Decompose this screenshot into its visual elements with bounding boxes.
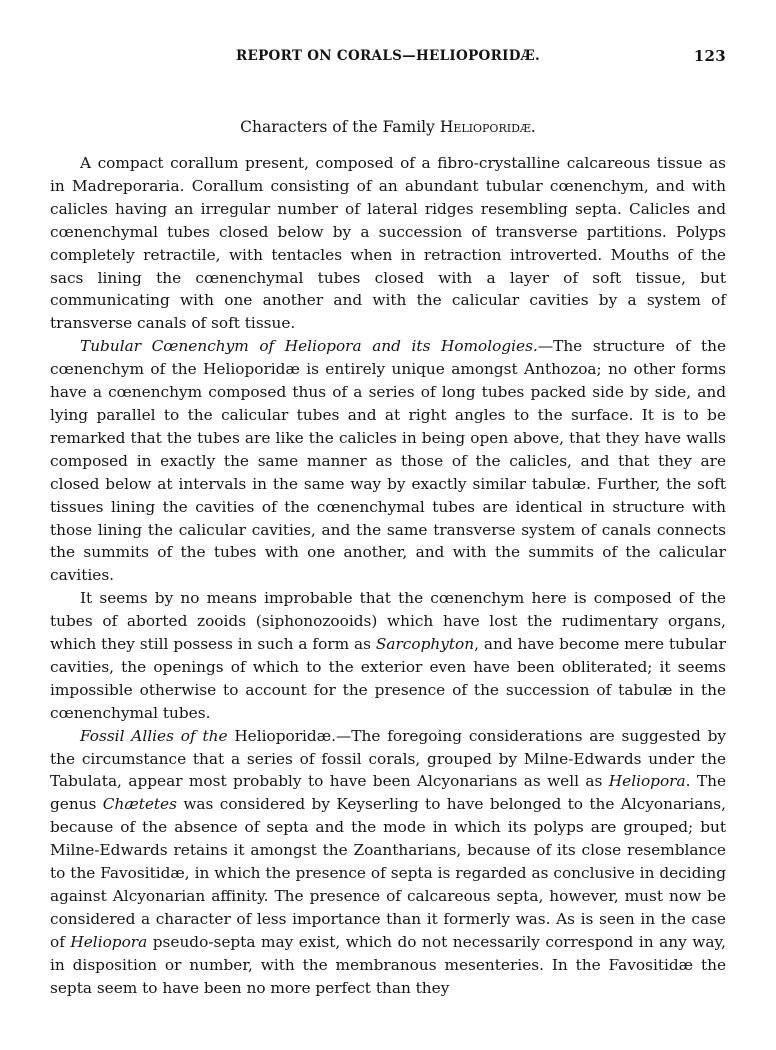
running-title: REPORT ON CORALS—HELIOPORIDÆ. (235, 48, 540, 64)
paragraph-text: was considered by Keyserling to have belonged to the Alcyonarians, because of the absence of septa and the mode in which its polyps are grouped; but Milne-Edwards retains it amongst the Zoantharians, because of its close resemblance to the Favositidæ, in which the presence of septa is regarded as conclusive in deciding against Alcyonarian affinity. The presence of calcareous septa, however, must now be considered a character of less importance than it formerly was. As is seen in the case of (50, 795, 727, 951)
italic-genus-name: Sarcophyton (375, 635, 475, 654)
running-head (50, 48, 726, 70)
section-heading-prefix: Characters of the Family (240, 118, 440, 136)
paragraph-text: . The genus (50, 772, 726, 814)
paragraph-text: , and have become mere tubular cavities, the openings of which to the exterior even have been obliterated; it seems impossible otherwise to account for the presence of the succession of tabulæ in the cœnenchymal tubes. (50, 635, 726, 722)
paragraph-text: It seems by no means improbable that the cœnenchym here is composed of the tubes of aborted zooids (siphonozooids) which have lost the rudimentary organs, which they still possess in such a form as (50, 589, 726, 654)
italic-genus-name: Chætetes (102, 795, 177, 814)
paragraph-text: —The foregoing considerations are suggested by the circumstance that a series of fossil corals, grouped by Milne-Edwards under the Tabulata, appear most probably to have been Alcyonarians as well as (50, 726, 726, 791)
paragraph-fossil-allies (50, 725, 726, 1000)
section-heading-suffix: . (530, 118, 536, 136)
paragraph-text: pseudo-septa may exist, which do not necessarily correspond in any way, in disposition or number, with the membranous mesenteries. In the Favositidæ the septa seem to have been no more perfect than they (50, 932, 726, 997)
body-text (50, 152, 726, 1000)
page-number: 123 (693, 47, 726, 65)
paragraph-tubular-coenenchym (50, 335, 726, 587)
section-heading (50, 118, 726, 136)
paragraph-text: —The structure of the cœnenchym of the Helioporidæ is entirely unique amongst Anthozoa; no other forms have a cœnenchym composed thus of a series of long tubes packed side by side, and lying parallel to the calicular tubes and at right angles to the surface. It is to be remarked that the tubes are like the calicles in being open above, that they have walls composed in exactly the same manner as those of the calicles, and that they are closed below at intervals in the same way by exactly similar tabulæ. Further, the soft tissues lining the cavities of the cœnenchymal tubes are identical in structure with those lining the calicular cavities, and the same transverse system of canals connects the summits of the tubes with one another, and with the summits of the calicular cavities. (50, 337, 726, 585)
paragraph-aborted-zooids (50, 587, 726, 724)
paragraph-text: A compact corallum present, composed of a fibro-crystalline calcareous tissue as in Madreporaria. Corallum consisting of an abundant tubular cœnenchym, and with calicles having an irregular number of lateral ridges resembling septa. Calicles and cœnenchymal tubes closed below by a succession of transverse partitions. Polyps completely retractile, with tentacles when in retraction introverted. Mouths of the sacs lining the cœnenchymal tubes closed with a layer of soft tissue, but communicating with one another and with the calicular cavities by a system of transverse canals of soft tissue. (50, 154, 726, 333)
italic-genus-name: Heliopora (70, 932, 148, 951)
paragraph-lead-heading: Fossil Allies of the (80, 726, 228, 745)
section-heading-family: Helioporidæ (439, 118, 531, 136)
italic-genus-name: Heliopora (608, 772, 686, 791)
paragraph-lead-heading: Tubular Cœnenchym of Heliopora and its Homologies. (80, 337, 538, 356)
paragraph-family-characters (50, 152, 726, 335)
paragraph-lead-rest: Helioporidæ. (227, 726, 336, 745)
